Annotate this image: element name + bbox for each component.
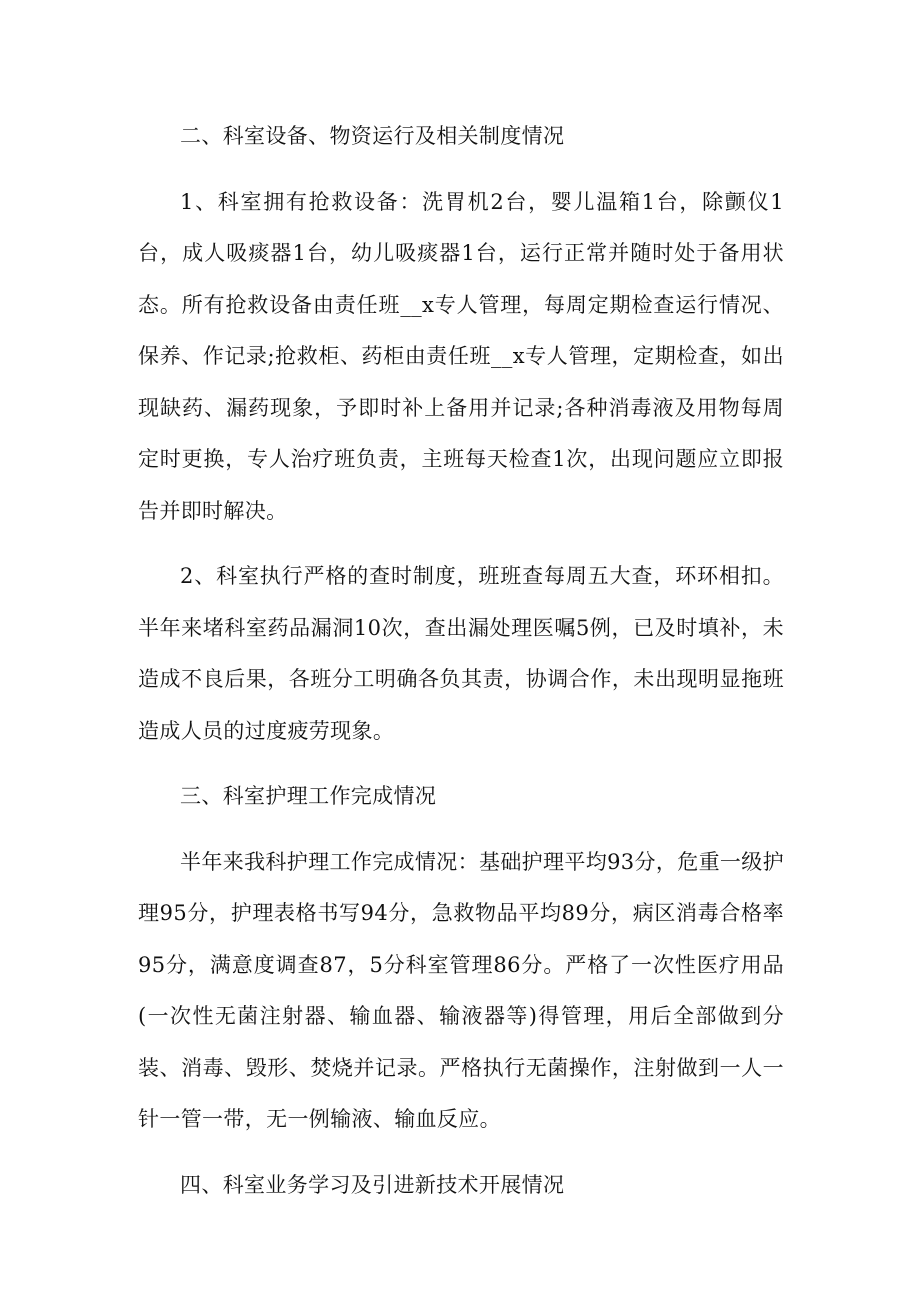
section-heading: 四、科室业务学习及引进新技术开展情况: [180, 1172, 565, 1197]
paragraph: 1、科室拥有抢救设备：洗胃机2台，婴儿温箱1台，除颤仪1台，成人吸痰器1台，幼儿吸痰器1台，运行正常并随时处于备用状态。所有抢救设备由责任班__x专人管理，每周定期检查运行情况、保养、作记录;抢救柜、药柜由责任班__x专人管理，定期检查，如出现缺药、漏药现象，予即时补上备用并记录;各种消毒液及用物每周定时更换，专人治疗班负责，主班每天检查1次，出现问题应立即报告并即时解决。: [138, 189, 784, 523]
section-heading: 三、科室护理工作完成情况: [180, 784, 437, 808]
paragraph: 2、科室执行严格的查时制度，班班查每周五大查，环环相扣。半年来堵科室药品漏洞10次，查出漏处理医嘱5例，已及时填补，未造成不良后果，各班分工明确各负其责，协调合作，未出现明显拖班造成人员的过度疲劳现象。: [138, 564, 784, 743]
document-body: [138, 111, 784, 1225]
paragraph: 半年来我科护理工作完成情况：基础护理平均93分，危重一级护理95分，护理表格书写94分，急救物品平均89分，病区消毒合格率95分，满意度调查87，5分科室管理86分。严格了一次性医疗用品(一次性无菌注射器、输血器、输液器等)得管理，用后全部做到分装、消毒、毁形、焚烧并记录。严格执行无菌操作，注射做到一人一针一管一带，无一例输液、输血反应。: [138, 849, 784, 1131]
section-heading: 二、科室设备、物资运行及相关制度情况: [180, 124, 565, 148]
